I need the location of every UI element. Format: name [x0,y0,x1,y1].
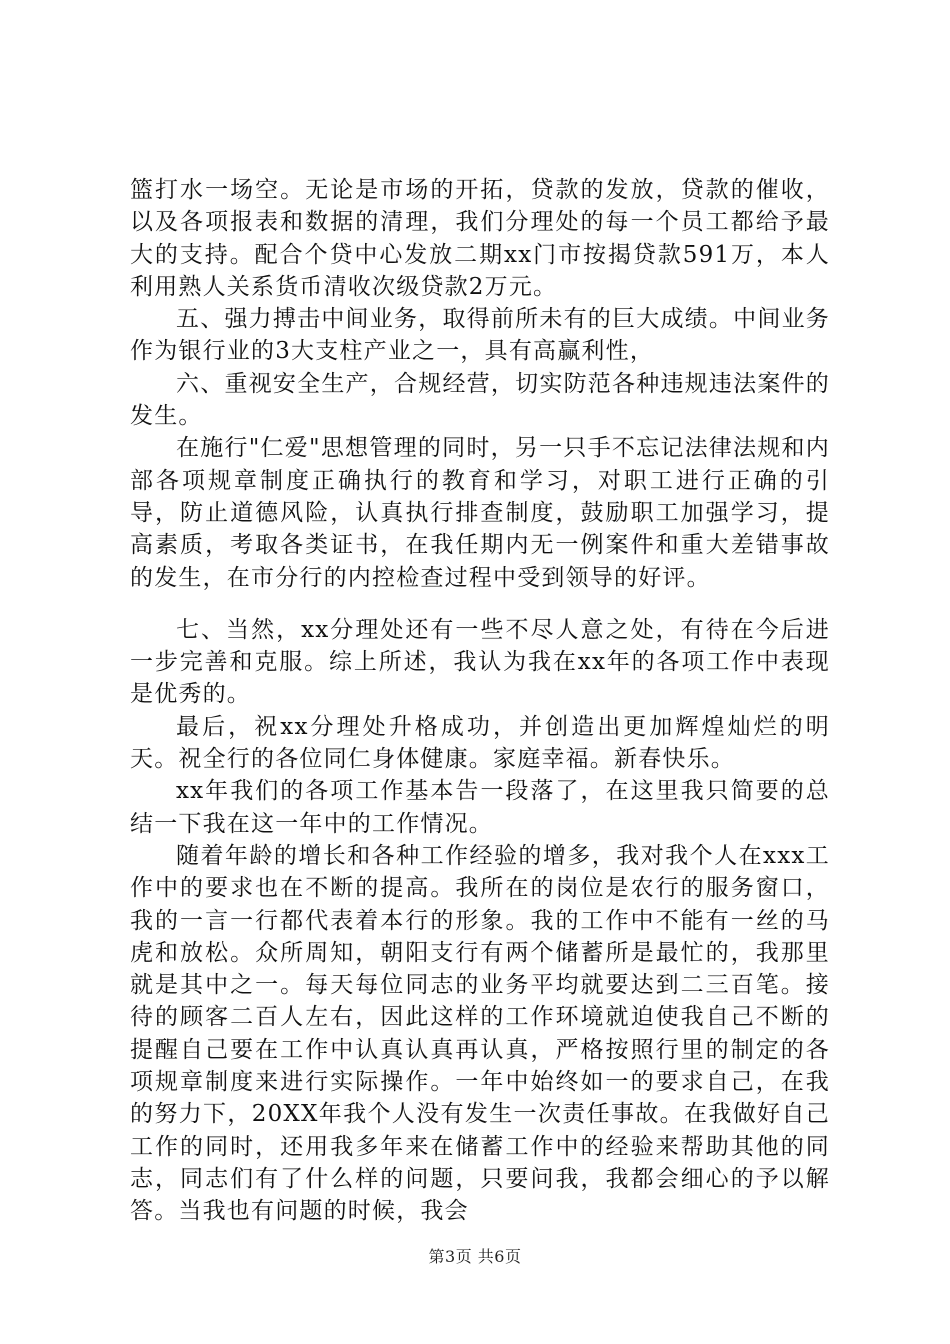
page-number-footer: 第3页 共6页 [428,1247,522,1266]
paragraph-work-experience: 随着年龄的增长和各种工作经验的增多，我对我个人在xxx工作中的要求也在不断的提高。我所在的岗位是农行的服务窗口，我的一言一行都代表着本行的形象。我的工作中不能有一丝的马虎和放松。众所周知，朝阳支行有两个储蓄所是最忙的，我那里就是其中之一。每天每位同志的业务平均就要达到二三百笔。接待的顾客二百人左右，因此这样的工作环境就迫使我自己不断的提醒自己要在工作中认真认真再认真，严格按照行里的制定的各项规章制度来进行实际操作。一年中始终如一的要求自己，在我的努力下，20XX年我个人没有发生一次责任事故。在我做好自己工作的同时，还用我多年来在储蓄工作中的经验来帮助其他的同志，同志们有了什么样的问题，只要问我，我都会细心的予以解答。当我也有问题的时候，我会 [130,842,830,1225]
paragraph-closing-wishes: 最后，祝xx分理处升格成功，并创造出更加辉煌灿烂的明天。祝全行的各位同仁身体健康。家庭幸福。新春快乐。 [130,713,830,773]
paragraph-section-six: 六、重视安全生产，合规经营，切实防范各种违规违法案件的发生。 [130,370,830,430]
paragraph-section-five: 五、强力搏击中间业务，取得前所未有的巨大成绩。中间业务作为银行业的3大支柱产业之一，具有高赢利性， [130,306,830,365]
paragraph-continuation: 篮打水一场空。无论是市场的开拓，贷款的发放，贷款的催收，以及各项报表和数据的清理，我们分理处的每一个员工都给予最大的支持。配合个贷中心发放二期xx门市按揭贷款591万，本人利用熟人关系货币清收次级贷款2万元。 [130,177,830,300]
document-body [130,174,830,1228]
paragraph-compliance: 在施行"仁爱"思想管理的同时，另一只手不忘记法律法规和内部各项规章制度正确执行的教育和学习，对职工进行正确的引导，防止道德风险，认真执行排查制度，鼓励职工加强学习，提高素质，考取各类证书，在我任期内无一例案件和重大差错事故的发生，在市分行的内控检查过程中受到领导的好评。 [130,435,830,591]
paragraph-section-seven: 七、当然，xx分理处还有一些不尽人意之处，有待在今后进一步完善和克服。综上所述，我认为我在xx年的各项工作中表现是优秀的。 [130,616,830,708]
paragraph-summary-intro: xx年我们的各项工作基本告一段落了，在这里我只简要的总结一下我在这一年中的工作情况。 [130,778,830,837]
